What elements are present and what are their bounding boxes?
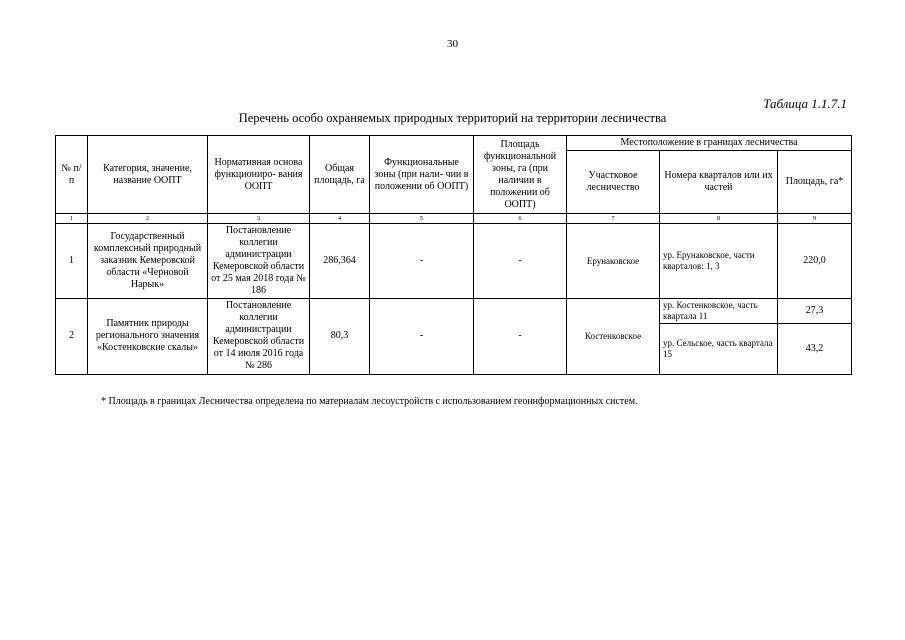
row-total-area: 286,364 <box>310 224 370 299</box>
row-category: Памятник природы регионального значения «Костенковские скалы» <box>88 299 208 375</box>
row-num: 2 <box>56 299 88 375</box>
header-area: Площадь, га* <box>778 151 852 214</box>
row-area: 220,0 <box>778 224 852 299</box>
page-number: 30 <box>447 38 458 50</box>
column-number: 3 <box>208 214 310 224</box>
column-number: 1 <box>56 214 88 224</box>
row-quarters: ур. Костенковское, часть квартала 11 <box>660 299 778 324</box>
header-quarters: Номера кварталов или их частей <box>660 151 778 214</box>
row-normative: Постановление коллегии администрации Кемеровской области от 14 июля 2016 года № 286 <box>208 299 310 375</box>
row-total-area: 80,3 <box>310 299 370 375</box>
row-func-area: - <box>474 299 567 375</box>
header-total-area: Общая площадь, га <box>310 136 370 214</box>
table-row <box>56 224 852 299</box>
row-quarters: ур. Сельское, часть квартала 15 <box>660 323 778 374</box>
row-quarters: ур. Ерунаковское, части кварталов: 1, 3 <box>660 224 778 299</box>
row-func-area: - <box>474 224 567 299</box>
column-number: 9 <box>778 214 852 224</box>
table-title: Перечень особо охраняемых природных территорий на территории лесничества <box>238 111 667 125</box>
row-district: Костенковское <box>567 299 660 375</box>
header-location-group: Местоположение в границах лесничества <box>567 136 852 151</box>
table-id: Таблица 1.1.7.1 <box>763 96 847 111</box>
row-area: 43,2 <box>778 323 852 374</box>
column-number: 2 <box>88 214 208 224</box>
column-number: 4 <box>310 214 370 224</box>
header-normative: Нормативная основа функциониро- вания ООПТ <box>208 136 310 214</box>
row-category: Государственный комплексный природный заказник Кемеровской области «Черновой Нарык» <box>88 224 208 299</box>
row-area: 27,3 <box>778 299 852 324</box>
row-num: 1 <box>56 224 88 299</box>
header-num: № п/п <box>56 136 88 214</box>
protected-areas-table <box>55 135 852 375</box>
footnote: * Площадь в границах Лесничества определена по материалам лесоустройств с использованием геоинформационных систем. <box>101 396 638 407</box>
row-func-zones: - <box>370 299 474 375</box>
column-number: 8 <box>660 214 778 224</box>
header-func-area: Площадь функциональной зоны, га (при наличии в положении об ООПТ) <box>474 136 567 214</box>
table-row <box>56 299 852 324</box>
header-district: Участковое лесничество <box>567 151 660 214</box>
header-category: Категория, значение, название ООПТ <box>88 136 208 214</box>
column-number: 5 <box>370 214 474 224</box>
row-normative: Постановление коллегии администрации Кемеровской области от 25 мая 2018 года № 186 <box>208 224 310 299</box>
row-func-zones: - <box>370 224 474 299</box>
column-number: 7 <box>567 214 660 224</box>
header-func-zones: Функциональные зоны (при нали- чии в положении об ООПТ) <box>370 136 474 214</box>
row-district: Ерунаковское <box>567 224 660 299</box>
column-number: 6 <box>474 214 567 224</box>
